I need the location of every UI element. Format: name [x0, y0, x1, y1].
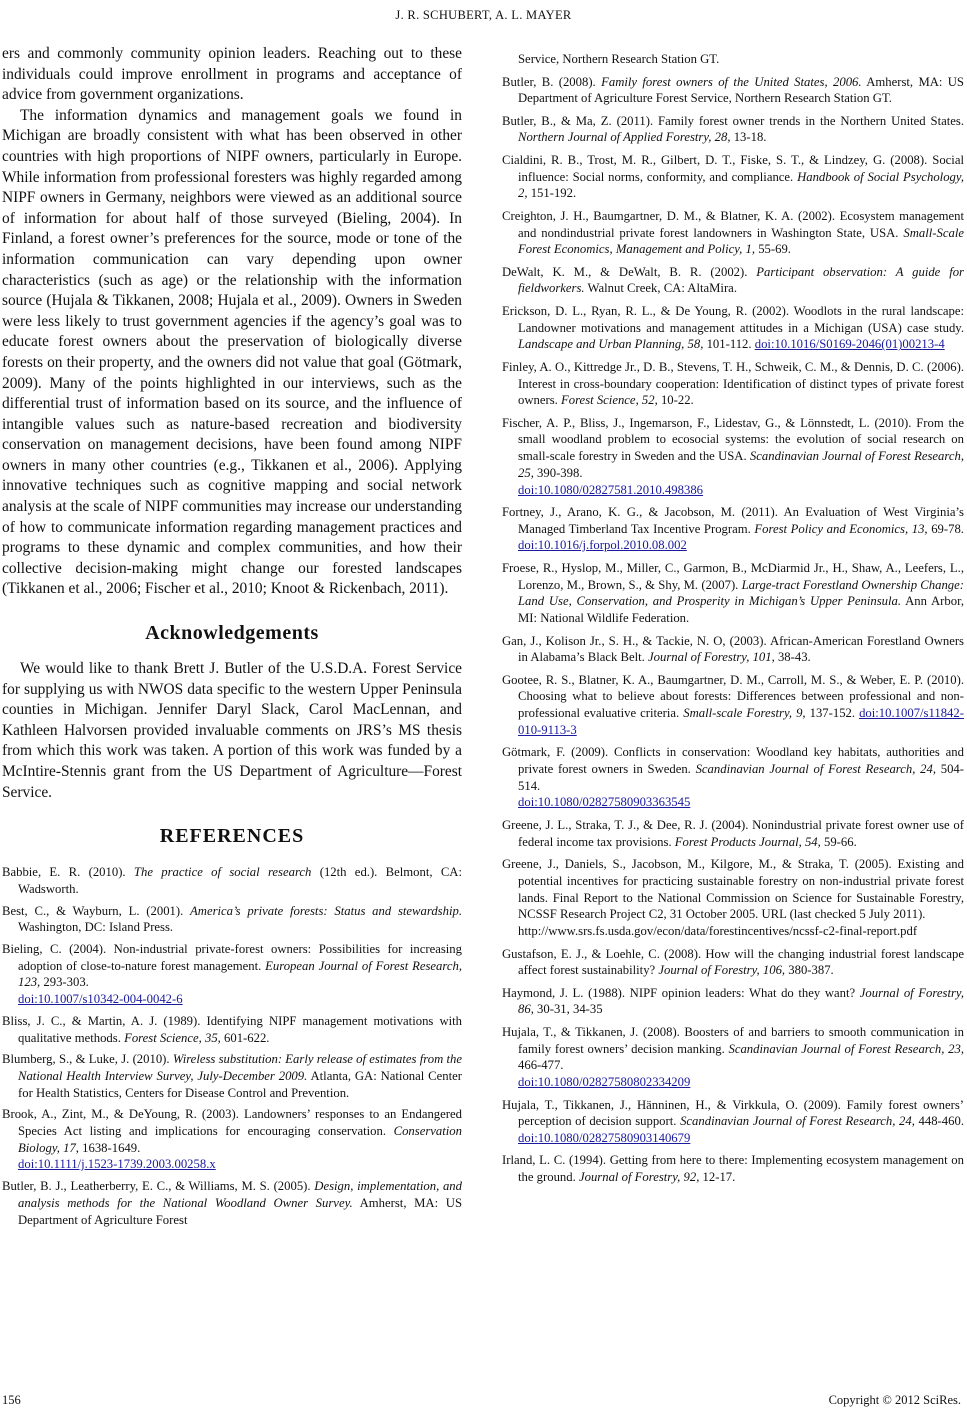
doi-link[interactable]: doi:10.1007/s10342-004-0042-6 — [18, 992, 183, 1007]
reference-text: Washington, DC: Island Press. — [18, 920, 174, 935]
reference-text: Atlanta, GA: National Center for Health Statistics, Centers for Disease Control and Prevention. — [18, 1068, 462, 1100]
right-column — [502, 51, 964, 1192]
reference-text: 601-622. — [220, 1030, 270, 1045]
doi-link[interactable]: doi:10.1111/j.1523-1739.2003.00258.x — [18, 1157, 216, 1172]
references-heading: REFERENCES — [159, 825, 305, 848]
reference-entry — [502, 208, 964, 258]
reference-source: Forest Policy and Economics, 13, — [754, 521, 928, 536]
reference-text: 137-152. — [805, 706, 860, 721]
reference-entry — [502, 946, 964, 979]
doi-link[interactable]: doi:10.1016/S0169-2046(01)00213-4 — [754, 337, 945, 352]
reference-text: 390-398. — [533, 465, 583, 480]
reference-text: Froese, R., Hyslop, M., Miller, C., Garmon, B., McDiarmid Jr., H., Shaw, A., Leefers, L., Lorenzo, M., Brown, S., & Shy, M. (2007). — [502, 560, 964, 592]
reference-entry — [502, 744, 964, 811]
reference-text: Creighton, J. H., Baumgartner, D. M., & Blatner, K. A. (2002). Ecosystem management and nondindustrial private forest landowners in Washington State, USA. — [502, 208, 964, 240]
reference-text: Ann Arbor, MI: National Wildlife Federation. — [518, 594, 964, 626]
reference-entry — [502, 264, 964, 297]
reference-entry — [502, 560, 964, 627]
reference-text: Götmark, F. (2009). Conflicts in conservation: Woodland key habitats, authorities and private forest owners in Sweden. — [502, 745, 964, 777]
reference-text: 13-18. — [730, 130, 767, 145]
body-paragraph-2: The information dynamics and management goals we found in Michigan are broadly consistent with what has been observed in other countries with high proportions of NIPF owners, particularly in Europe. While information from professional foresters was highly regarded among NIPF owners in Germany, neighbors were viewed as an additional source of information for about half of those surveyed (Bieling, 2004). In Finland, a forest owner’s preferences for the source, mode or tone of the information communication can vary depending upon owner characteristics (such as age) or the relationship with the information source (Hujala & Tikkanen, 2008; Hujala et al., 2009). Owners in Sweden were less likely to trust government agencies if the agency’s goal was to educate forest owners about the preservation of biologically diverse forests on their property, and the owners did not value that goal (Götmark, 2009). Many of the points highlighted in our interviews, such as the differential trust of information based on its source, and the influence of intangible values such as nature-based recreation and biodiversity conservation on management decisions, have been found among NIPF owners in many other countries (e.g., Tikkanen et al., 2006). Applying innovative techniques such as cognitive mapping and social network analysis at the scale of NIPF communities may increase our understanding of how to communicate information regarding management practices and programs to these dynamic and complex communities, and how their collective decision-making might change our forested landscapes (Tikkanen et al., 2006; Fischer et al., 2010; Knoot & Rickenbach, 2011). — [2, 106, 462, 598]
reference-source: Small-scale Forestry, 9, — [683, 706, 806, 721]
reference-source: Scandinavian Journal of Forest Research, 23, — [728, 1041, 964, 1056]
reference-source: Scandinavian Journal of Forest Research, 24, — [695, 762, 937, 777]
page-number: 156 — [2, 1393, 21, 1407]
doi-link[interactable]: doi:10.1007/s11842-010-9113-3 — [518, 706, 964, 737]
reference-text: Brook, A., Zint, M., & DeYoung, R. (2003). Landowners’ responses to an Endangered Species Act listing and implications for encouraging conservation. — [2, 1107, 462, 1139]
reference-source: Northern Journal of Applied Forestry, 28, — [518, 130, 731, 145]
reference-source: Participant observation: A guide for fieldworkers. — [518, 264, 964, 296]
reference-source: Scandinavian Journal of Forest Research, 25, — [518, 449, 964, 480]
reference-entry — [2, 864, 462, 897]
reference-text: 151-192. — [527, 186, 577, 201]
reference-text: 10-22. — [657, 393, 694, 408]
reference-text: Amherst, MA: US Department of Agriculture Forest Service, Northern Research Station GT. — [518, 74, 964, 106]
reference-entry — [2, 1013, 462, 1046]
reference-entry — [502, 817, 964, 850]
reference-entry — [2, 903, 462, 936]
reference-entry — [502, 1024, 964, 1091]
reference-text: Gustafson, E. J., & Loehle, C. (2008). How will the changing industrial forest landscape affect forest sustainability? — [502, 946, 964, 978]
reference-text: 1638-1649. — [78, 1140, 141, 1155]
reference-list-right — [502, 51, 964, 1186]
doi-link[interactable]: doi:10.1080/02827580802334209 — [518, 1075, 691, 1090]
reference-entry — [502, 504, 964, 554]
reference-text: Haymond, J. L. (1988). NIPF opinion leaders: What do they want? — [502, 985, 860, 1000]
reference-url: http://www.srs.fs.usda.gov/econ/data/forestincentives/ncssf-c2-final-report.pdf — [518, 924, 918, 938]
reference-entry — [502, 985, 964, 1018]
body-paragraph-1: ers and commonly community opinion leaders. Reaching out to these individuals could improve enrollment in programs and acceptance of advice from government organizations. — [2, 45, 462, 104]
reference-text: Cialdini, R. B., Trost, M. R., Gilbert, D. T., Fiske, S. T., & Lindzey, G. (2008). Social influence: Social norms, conformity, and compliance. — [502, 152, 964, 184]
reference-source: Handbook of Social Psychology, 2, — [518, 169, 964, 201]
reference-source: Journal of Forestry, 101, — [648, 650, 775, 665]
reference-text: Fischer, A. P., Bliss, J., Ingemarson, F., Lidestav, G., & Lönnstedt, L. (2010). From the small woodland problem to ecosocial systems: the evolution of social research on small-scale forestry in Sweden and the USA. — [502, 415, 964, 464]
reference-text: Butler, B. (2008). — [502, 74, 602, 89]
reference-source: Forest Science, 52, — [561, 393, 658, 408]
reference-text: 59-66. — [820, 834, 857, 849]
reference-text: Finley, A. O., Kittredge Jr., D. B., Stevens, T. H., Schweik, C. M., & Dennis, D. C. (2006). Interest in cross-boundary cooperation: Identification of distinct types of private forest owners. — [502, 359, 964, 408]
reference-entry — [502, 152, 964, 202]
reference-text: Greene, J., Daniels, S., Jacobson, M., Kilgore, M., & Straka, T. (2005). Existing and potential incentives for practicing sustainable forestry on non-industrial private forest lands. Final Report to the National Commission on Science for Sustainable Forestry, NCSSF Research Project C2, 31 October 2005. URL (last checked 5 July 2011). — [502, 857, 964, 922]
reference-source: Large-tract Forestland Ownership Change: Land Use, Conservation, and Prosperity in Michigan’s Upper Peninsula. — [518, 577, 964, 609]
reference-source: Forest Products Journal, 54, — [674, 834, 821, 849]
reference-text: Gan, J., Kolison Jr., S. H., & Tackie, N. O, (2003). African-American Forestland Owners in Alabama’s Black Belt. — [502, 633, 964, 665]
doi-link[interactable]: doi:10.1080/02827580903363545 — [518, 795, 691, 810]
reference-entry — [502, 1097, 964, 1147]
reference-text: DeWalt, K. M., & DeWalt, B. R. (2002). — [502, 264, 757, 279]
reference-text: 504-514. — [518, 762, 964, 793]
reference-source: The practice of social research — [133, 865, 312, 880]
reference-entry — [2, 941, 462, 1008]
reference-entry — [2, 1178, 462, 1228]
reference-entry — [502, 1152, 964, 1185]
reference-text: Walnut Creek, CA: AltaMira. — [584, 281, 737, 296]
reference-text: 293-303. — [40, 975, 89, 990]
reference-text: Bieling, C. (2004). Non-industrial private-forest owners: Possibilities for increasing adoption of close-to-nature forest management. — [2, 942, 462, 973]
doi-link[interactable]: doi:10.1016/j.forpol.2010.08.002 — [518, 538, 687, 553]
reference-text: 101-112. — [703, 337, 755, 352]
reference-entry — [502, 303, 964, 353]
reference-text: Hujala, T., Tikkanen, J., Hänninen, H., & Virkkula, O. (2009). Family forest owners’ perception of decision support. — [502, 1097, 964, 1129]
reference-source: Conservation Biology, 17, — [18, 1124, 462, 1155]
reference-entry — [502, 113, 964, 146]
reference-source: Journal of Forestry, 106, — [658, 963, 786, 978]
reference-text: Hujala, T., & Tikkanen, J. (2008). Boosters of and barriers to smooth communication in family forest owners’ decision manking. — [502, 1024, 964, 1056]
reference-text: Fortney, J., Arano, K. G., & Jacobson, M. (2011). An Evaluation of West Virginia’s Managed Timberland Tax Incentive Program. — [502, 505, 964, 536]
reference-entry — [502, 359, 964, 409]
reference-entry — [502, 51, 964, 68]
reference-entry — [502, 633, 964, 666]
doi-link[interactable]: doi:10.1080/02827580903140679 — [518, 1130, 691, 1145]
reference-text: Erickson, D. L., Ryan, R. L., & De Young, R. (2002). Woodlots in the rural landscape: Landowner motivations and management attitudes in a Michigan (USA) case study. — [502, 303, 964, 335]
reference-source: Scandinavian Journal of Forest Research, 24, — [680, 1114, 915, 1129]
reference-text: 448-460. — [914, 1114, 964, 1129]
running-head: J. R. SCHUBERT, A. L. MAYER — [395, 8, 572, 22]
acknowledgements-heading: Acknowledgements — [145, 622, 319, 645]
doi-link[interactable]: doi:10.1080/02827581.2010.498386 — [518, 482, 704, 497]
reference-entry — [502, 74, 964, 107]
reference-text: Babbie, E. R. (2010). — [2, 865, 134, 880]
reference-text: Irland, L. C. (1994). Getting from here to there: Implementing ecosystem management on the ground. — [502, 1153, 964, 1185]
reference-source: European Journal of Forest Research, 123, — [18, 958, 462, 990]
reference-source: Family forest owners of the United States, 2006. — [601, 74, 862, 89]
reference-text: Best, C., & Wayburn, L. (2001). — [2, 903, 191, 918]
reference-text: (12th ed.). Belmont, CA: Wadsworth. — [18, 865, 462, 896]
reference-entry — [502, 415, 964, 499]
reference-text: 466-477. — [518, 1058, 564, 1073]
reference-source: Forest Science, 35, — [124, 1030, 221, 1045]
reference-entry — [2, 1106, 462, 1173]
reference-text: 55-69. — [755, 242, 791, 257]
reference-source: Design, implementation, and analysis methods for the National Woodland Owner Survey. — [18, 1179, 462, 1210]
reference-text: Service, Northern Research Station GT. — [518, 52, 720, 66]
reference-source: Landscape and Urban Planning, 58, — [518, 337, 704, 352]
reference-text: Butler, B. J., Leatherberry, E. C., & Williams, M. S. (2005). — [2, 1179, 315, 1194]
reference-text: Amherst, MA: US Department of Agriculture Forest — [18, 1195, 462, 1227]
reference-text: 38-43. — [774, 650, 811, 665]
reference-text: Blumberg, S., & Luke, J. (2010). — [2, 1052, 173, 1067]
reference-entry — [502, 856, 964, 940]
reference-text: Gootee, R. S., Blatner, K. A., Baumgartner, D. M., Carroll, M. S., & Weber, E. P. (2010). Choosing what to believe about forests: Differences between professional and non-professional evaluative criteria. — [502, 672, 964, 721]
reference-source: Journal of Forestry, 92, — [578, 1170, 700, 1185]
reference-list-left — [2, 864, 462, 1228]
acknowledgements-text: We would like to thank Brett J. Butler of the U.S.D.A. Forest Service for supplying us with NWOS data specific to the western Upper Peninsula counties in Michigan. Jennifer Daryl Slack, Carol MacLennan, and Kathleen Halvorsen provided invaluable comments on JRS’s MS thesis from which this work was taken. A portion of this work was funded by a McIntire-Stennis grant from the US Department of Agriculture—Forest Service. — [2, 660, 462, 801]
reference-text: Butler, B., & Ma, Z. (2011). Family forest owner trends in the Northern United States. — [502, 113, 964, 128]
reference-entry — [502, 672, 964, 739]
reference-text: Greene, J. L., Straka, T. J., & Dee, R. J. (2004). Nonindustrial private forest owner use of federal income tax provisions. — [502, 817, 964, 849]
copyright-notice: Copyright © 2012 SciRes. — [828, 1393, 961, 1407]
reference-text: 380-387. — [785, 963, 834, 978]
reference-text: Bliss, J. C., & Martin, A. J. (1989). Identifying NIPF management motivations with qualitative methods. — [2, 1013, 462, 1045]
reference-text: 12-17. — [699, 1170, 736, 1185]
reference-text: 30-31, 34-35 — [533, 1002, 603, 1017]
reference-source: Small-Scale Forest Economics, Management and Policy, 1, — [518, 225, 964, 257]
reference-entry — [2, 1051, 462, 1101]
reference-source: Wireless substitution: Early release of estimates from the National Health Interview Survey, July-December 2009. — [18, 1052, 462, 1083]
reference-text: 69-78. — [927, 521, 964, 536]
reference-source: Journal of Forestry, 86, — [518, 985, 965, 1017]
left-column — [2, 44, 462, 1233]
reference-source: America’s private forests: Status and stewardship. — [190, 903, 462, 918]
